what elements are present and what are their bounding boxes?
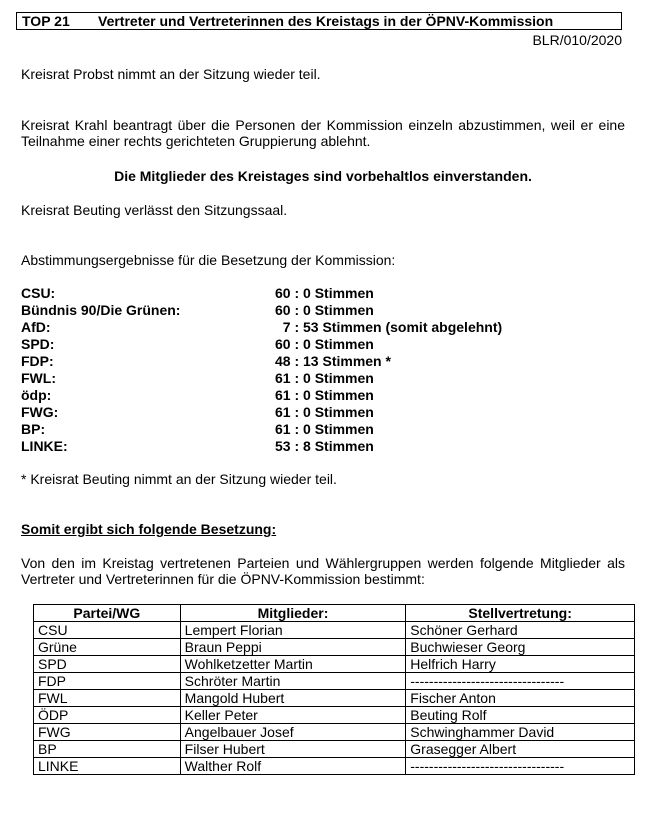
column-header-deputies: Stellvertretung:	[406, 605, 635, 622]
section-subheading: Somit ergibt sich folgende Besetzung:	[21, 521, 277, 537]
deputy-cell: Schöner Gerhard	[406, 622, 635, 639]
paragraph-appointment: Von den im Kreistag vertretenen Parteien und Wählergruppen werden folgende Mitglieder als Vertreter und Vertreterinnen für die ÖPNV-Kommission bestimmt:	[21, 555, 625, 587]
vote-result: 61 : 0 Stimmen	[275, 404, 374, 420]
deputy-cell: Buchwieser Georg	[406, 639, 635, 656]
party-cell: CSU	[34, 622, 181, 639]
paragraph-beuting-leaves: Kreisrat Beuting verlässt den Sitzungssaal.	[21, 202, 288, 218]
vote-result: 48 : 13 Stimmen *	[275, 353, 391, 369]
party-cell: SPD	[34, 656, 181, 673]
member-cell: Walther Rolf	[180, 758, 406, 775]
member-cell: Keller Peter	[180, 707, 406, 724]
vote-results-list	[21, 285, 581, 455]
paragraph-vote-intro: Abstimmungsergebnisse für die Besetzung der Kommission:	[21, 252, 396, 268]
table-row	[34, 622, 635, 639]
vote-result: 7 : 53 Stimmen (somit abgelehnt)	[275, 319, 503, 335]
vote-result: 60 : 0 Stimmen	[275, 302, 374, 318]
deputy-cell: Schwinghammer David	[406, 724, 635, 741]
table-row	[34, 690, 635, 707]
vote-row	[21, 285, 581, 302]
party-cell: LINKE	[34, 758, 181, 775]
deputy-cell: Grasegger Albert	[406, 741, 635, 758]
vote-result: 61 : 0 Stimmen	[275, 387, 374, 403]
vote-row	[21, 370, 581, 387]
deputy-cell: Fischer Anton	[406, 690, 635, 707]
party-cell: FWL	[34, 690, 181, 707]
deputy-cell: ---------------------------------	[406, 673, 635, 690]
party-cell: ÖDP	[34, 707, 181, 724]
vote-row	[21, 438, 581, 455]
member-cell: Braun Peppi	[180, 639, 406, 656]
commission-members-table	[33, 604, 635, 775]
member-cell: Mangold Hubert	[180, 690, 406, 707]
vote-party: Bündnis 90/Die Grünen:	[21, 302, 181, 318]
footnote: * Kreisrat Beuting nimmt an der Sitzung wieder teil.	[21, 471, 337, 487]
vote-result: 53 : 8 Stimmen	[275, 438, 374, 454]
table-row	[34, 656, 635, 673]
vote-row	[21, 336, 581, 353]
vote-party: ödp:	[21, 387, 52, 403]
vote-result: 61 : 0 Stimmen	[275, 370, 374, 386]
member-cell: Angelbauer Josef	[180, 724, 406, 741]
vote-row	[21, 319, 581, 336]
table-row	[34, 673, 635, 690]
deputy-cell: ---------------------------------	[406, 758, 635, 775]
column-header-members: Mitglieder:	[180, 605, 406, 622]
table-header-row	[34, 605, 635, 622]
paragraph-probst: Kreisrat Probst nimmt an der Sitzung wieder teil.	[21, 66, 321, 82]
table-row	[34, 707, 635, 724]
vote-party: FWL:	[21, 370, 56, 386]
member-cell: Schröter Martin	[180, 673, 406, 690]
vote-party: SPD:	[21, 336, 55, 352]
column-header-party: Partei/WG	[34, 605, 181, 622]
paragraph-krahl: Kreisrat Krahl beantragt über die Personen der Kommission einzeln abzustimmen, weil er eine Teilnahme einer rechts gerichteten Gruppierung ablehnt.	[21, 117, 625, 149]
vote-row	[21, 387, 581, 404]
agenda-item-number: TOP 21	[22, 13, 70, 29]
member-cell: Wohlketzetter Martin	[180, 656, 406, 673]
vote-party: FWG:	[21, 404, 59, 420]
vote-row	[21, 421, 581, 438]
table-row	[34, 639, 635, 656]
member-cell: Lempert Florian	[180, 622, 406, 639]
agenda-item-header	[16, 12, 622, 30]
table-row	[34, 758, 635, 775]
document-reference: BLR/010/2020	[532, 32, 622, 48]
member-cell: Filser Hubert	[180, 741, 406, 758]
vote-row	[21, 353, 581, 370]
vote-row	[21, 404, 581, 421]
party-cell: Grüne	[34, 639, 181, 656]
vote-result: 61 : 0 Stimmen	[275, 421, 374, 437]
deputy-cell: Helfrich Harry	[406, 656, 635, 673]
table-row	[34, 724, 635, 741]
vote-row	[21, 302, 581, 319]
vote-party: FDP:	[21, 353, 54, 369]
vote-party: CSU:	[21, 285, 56, 301]
vote-result: 60 : 0 Stimmen	[275, 285, 374, 301]
party-cell: FWG	[34, 724, 181, 741]
party-cell: FDP	[34, 673, 181, 690]
paragraph-consent: Die Mitglieder des Kreistages sind vorbehaltlos einverstanden.	[114, 168, 532, 184]
deputy-cell: Beuting Rolf	[406, 707, 635, 724]
vote-party: LINKE:	[21, 438, 68, 454]
table-row	[34, 741, 635, 758]
party-cell: BP	[34, 741, 181, 758]
agenda-item-title: Vertreter und Vertreterinnen des Kreistags in der ÖPNV-Kommission	[98, 13, 554, 29]
vote-party: BP:	[21, 421, 46, 437]
vote-result: 60 : 0 Stimmen	[275, 336, 374, 352]
vote-party: AfD:	[21, 319, 51, 335]
